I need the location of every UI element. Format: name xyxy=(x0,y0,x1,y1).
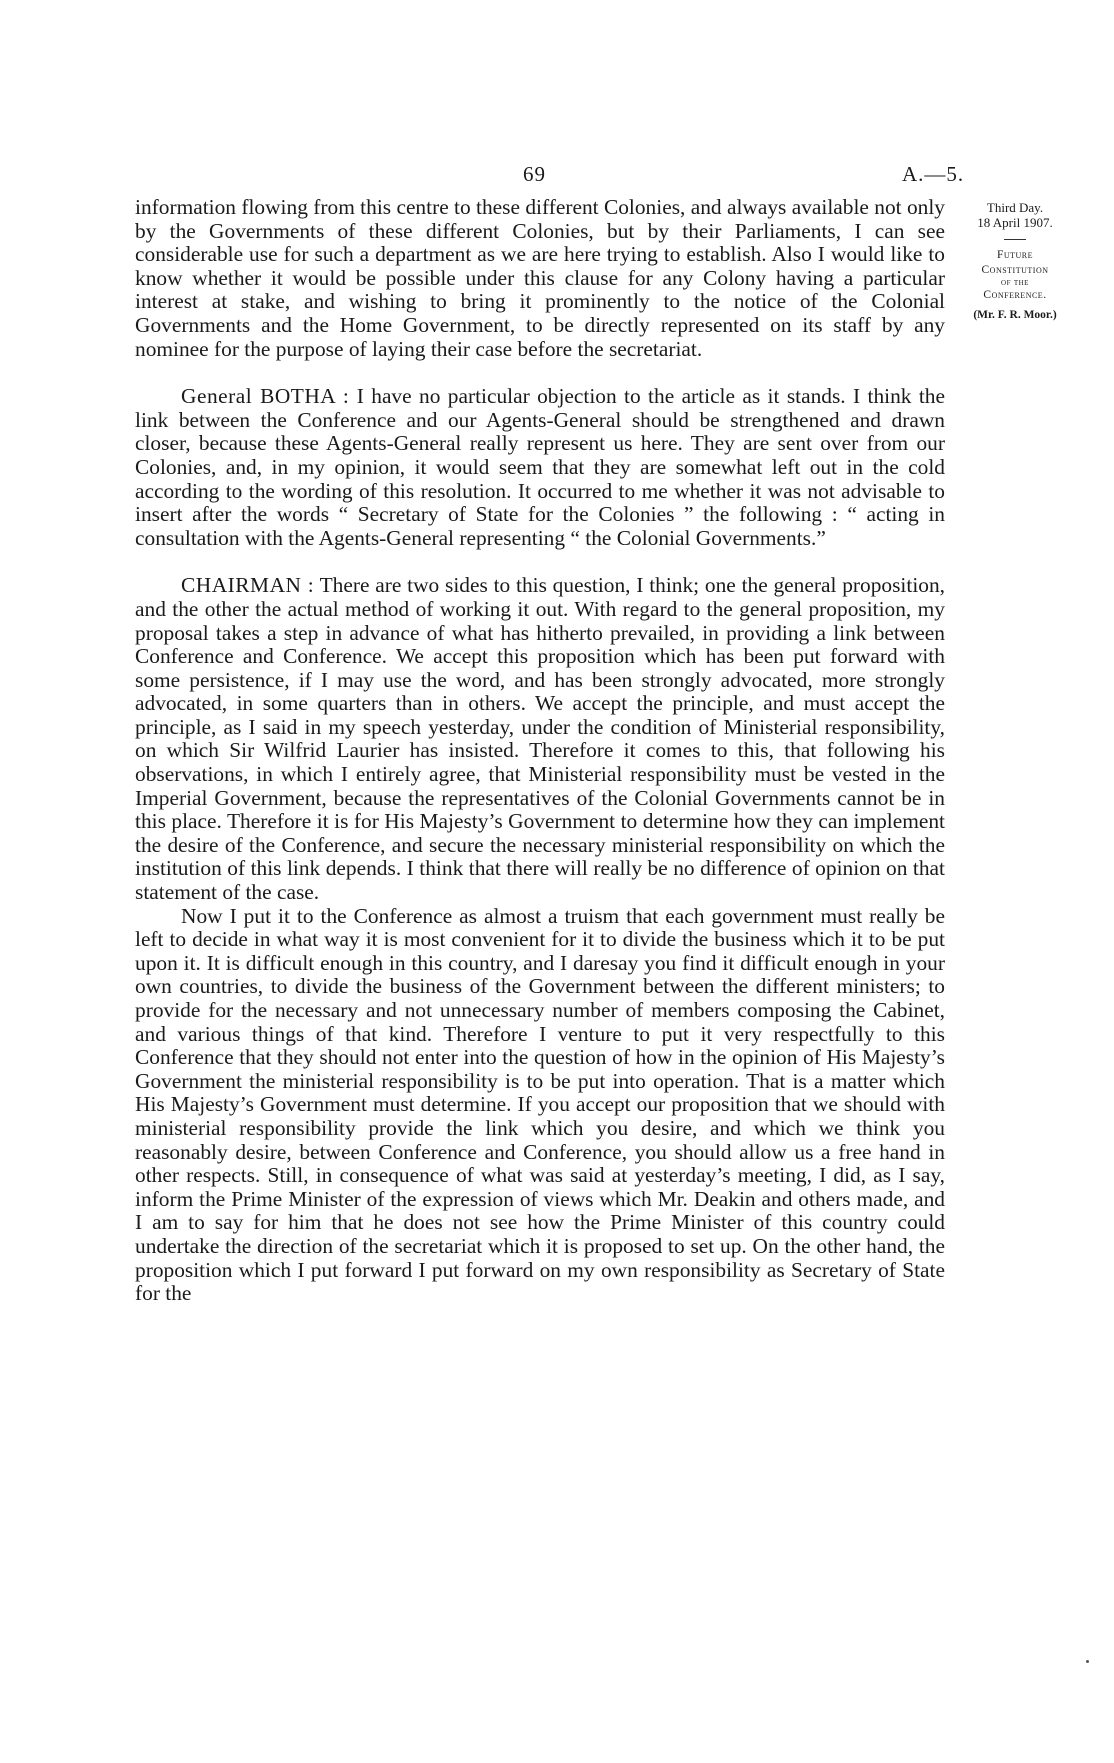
sheet-reference: A.—5. xyxy=(902,162,965,186)
speaker-name: CHAIRMAN : xyxy=(181,573,315,598)
margin-subject-line-3: of the xyxy=(1001,278,1029,288)
paragraph-2 xyxy=(135,385,945,550)
paragraph-3-text: There are two sides to this question, I think; one the general proposition, and the other the actual method of working it out. With regard to the general proposition, my proposal takes a step in advance of what has hitherto prevailed, in providing a link between Conference and Conference. We accept this proposition which has been put forward with some persistence, if I may use the word, and has been strongly advocated, more strongly advocated, in some quarters than in others. We accept the principle, and must accept the principle, as I said in my speech yesterday, under the condition of Ministerial responsibility, on which Sir Wilfrid Laurier has insisted. Therefore it comes to this, that following his observations, in which I entirely agree, that Ministerial responsibility must be vested in the Imperial Government, because the representatives of the Colonial Governments cannot be in this place. Therefore it is for His Majesty’s Government to determine how they can implement the desire of the Conference, and secure the necessary ministerial responsibility on which the institution of this link depends. I think that there will really be no difference of opinion on that statement of the case. xyxy=(135,573,946,905)
margin-day: Third Day. xyxy=(986,200,1044,215)
page-number: 69 xyxy=(523,162,546,186)
main-text xyxy=(135,196,945,1306)
margin-speaker: (Mr. F. R. Moor.) xyxy=(973,309,1057,321)
speaker-name: General BOTHA : xyxy=(181,384,350,409)
margin-divider xyxy=(1004,239,1026,240)
margin-date: 18 April 1907. xyxy=(977,215,1053,230)
paragraph-3 xyxy=(135,574,945,904)
margin-subject-line-1: Future xyxy=(996,249,1034,261)
paragraph-2-text: I have no particular objection to the article as it stands. I think the link between the Conference and our Agents-General should be strengthened and drawn closer, because these Agents-General really represent us here. They are sent over from our Colonies, and, in my opinion, it would seem that they are somewhat left out in the cold according to the wording of this resolution. It occurred to me whether it was not advisable to insert after the words “ Secretary of State for the Colonies ” the following : “ acting in consultation with the Agents-General representing “ the Colonial Governments.” xyxy=(135,384,945,550)
paragraph-4: Now I put it to the Conference as almost a truism that each government must really be left to decide in what way it is most convenient for it to divide the business which it to be put upon it. It is difficult enough in this country, and I daresay you find it difficult enough in your own countries, to divide the business of the Government between the different ministers; to provide for the necessary and not unnecessary number of members composing the Cabinet, and various things of that kind. Therefore I venture to put it very respectfully to this Conference that they should not enter into the question of how in the opinion of His Majesty’s Government the ministerial responsibility is to be put into operation. That is a matter which His Majesty’s Government must determine. If you accept our proposition that we should with ministerial responsibility provide the link which you desire, and which we think you reasonably desire, between Conference and Conference, you should allow us a free hand in other respects. Still, in consequence of what was said at yesterday’s meeting, I did, as I say, inform the Prime Minister of the expression of views which Mr. Deakin and others made, and I am to say for him that he does not see how the Prime Minister of this country could undertake the direction of the secretariat which it is proposed to set up. On the other hand, the proposition which I put forward I put forward on my own responsibility as Secretary of State for the xyxy=(135,903,945,1306)
scan-speck xyxy=(1086,1660,1089,1663)
paragraph-1: information flowing from this centre to these different Colonies, and always available not only by the Governments of these different Colonies, but by their Parliaments, I can see considerable use for such a department as we are here trying to establish. Also I would like to know whether it would be possible under this clause for any Colony having a particular interest at stake, and wishing to bring it prominently to the notice of the Colonial Governments and the Home Government, to be directly represented on its staff by any nominee for the purpose of laying their case before the secretariat. xyxy=(135,195,945,361)
margin-note xyxy=(952,200,1078,323)
margin-subject-line-2: Constitution xyxy=(981,264,1049,276)
margin-subject-line-4: Conference. xyxy=(983,289,1047,301)
